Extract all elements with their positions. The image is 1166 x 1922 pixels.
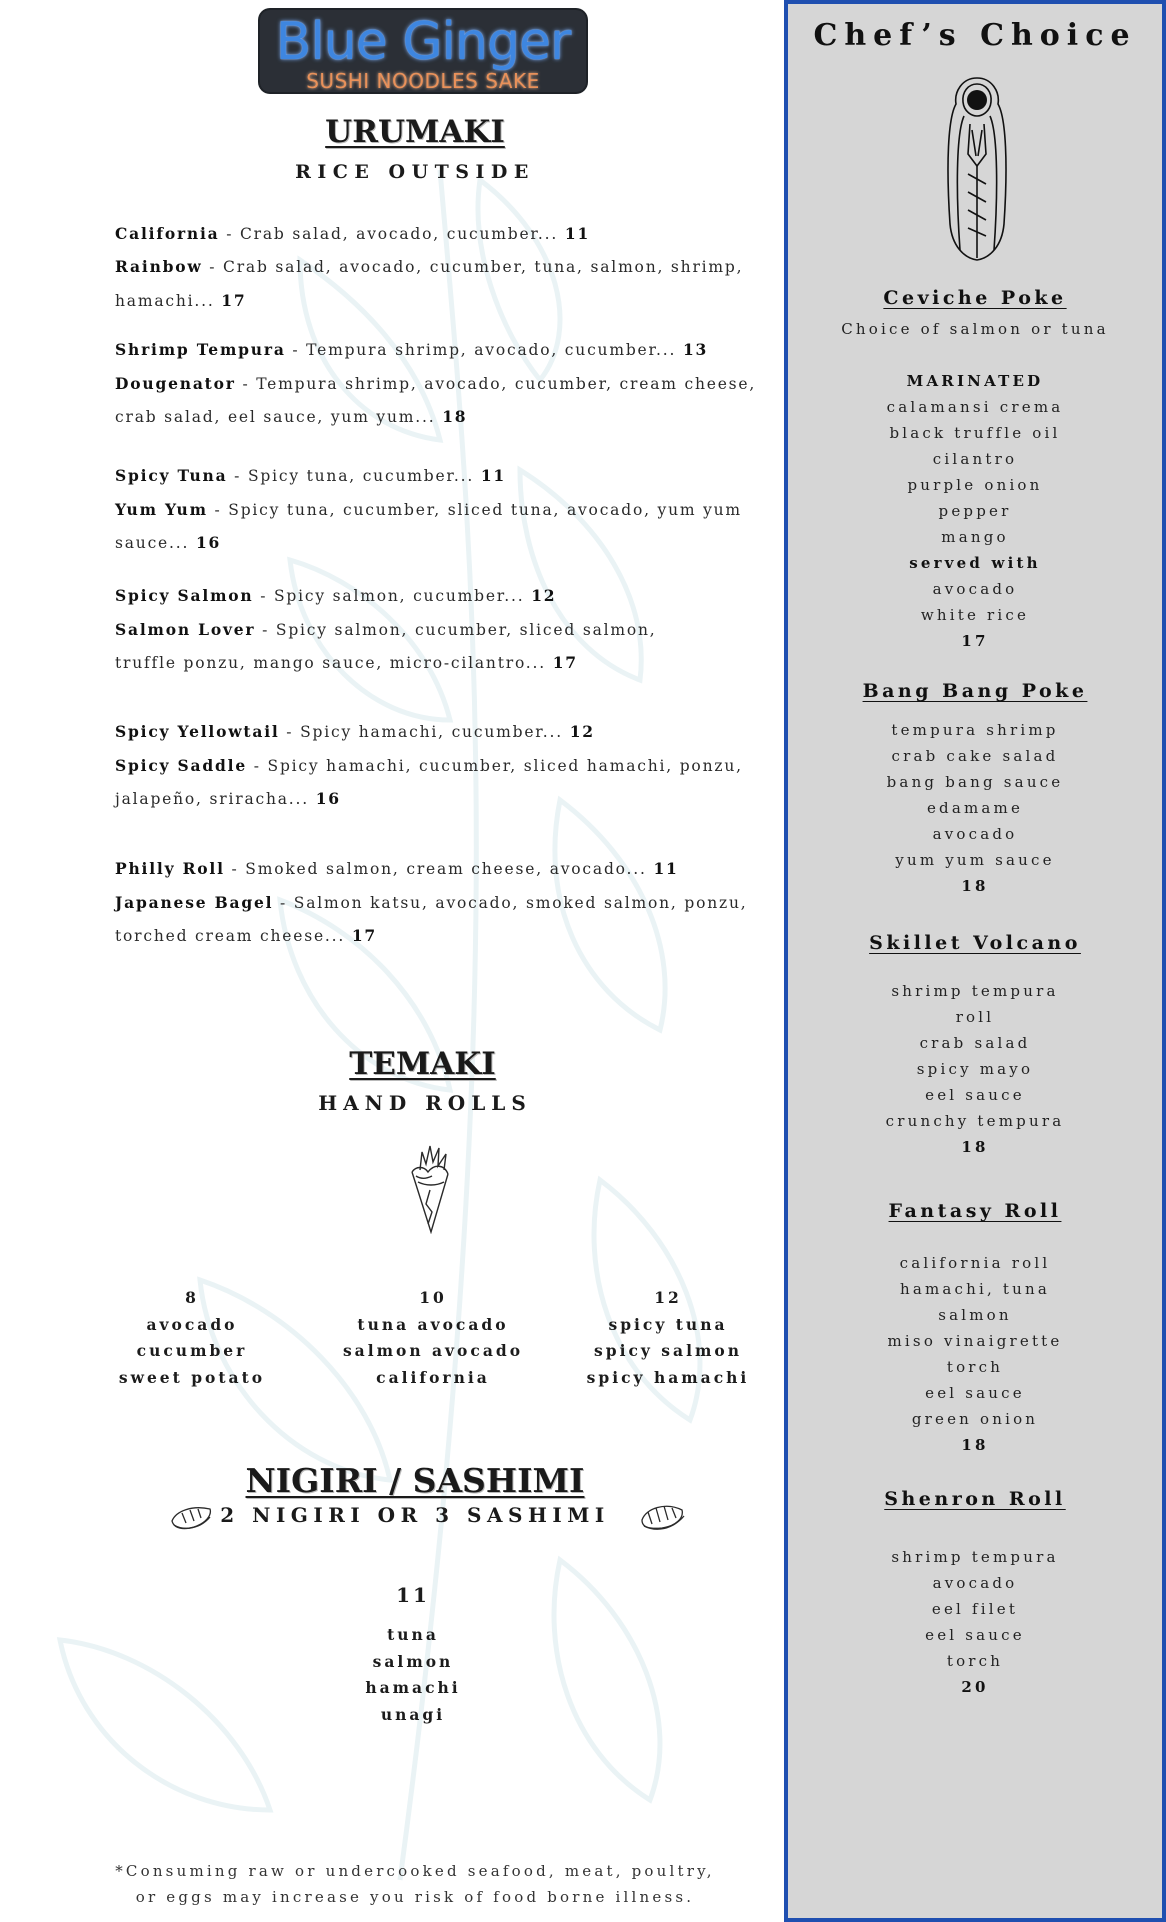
urumaki-line xyxy=(115,465,725,487)
chef-dish-ingredient: yum yum sauce xyxy=(895,851,1055,869)
roll-name: California xyxy=(115,224,220,243)
roll-name: Yum Yum xyxy=(115,500,208,519)
roll-description: hamachi... xyxy=(115,292,222,310)
temaki-item: avocado xyxy=(146,1314,238,1334)
chef-dish-price: 17 xyxy=(961,632,989,650)
roll-description: - Crab salad, avocado, cucumber, tuna, salmon, shrimp, xyxy=(202,258,744,276)
roll-name: Philly Roll xyxy=(115,859,225,878)
roll-name: Spicy Tuna xyxy=(115,466,228,485)
roll-price: 11 xyxy=(653,859,679,878)
chef-dish-ingredient: eel sauce xyxy=(925,1086,1025,1104)
temaki-item: spicy tuna xyxy=(608,1314,728,1334)
chef-dish-ingredient: pepper xyxy=(938,502,1012,520)
roll-description: - Tempura shrimp, avocado, cucumber... xyxy=(285,341,683,359)
nigiri-subtitle: 2 NIGIRI OR 3 SASHIMI xyxy=(220,1503,610,1527)
temaki-item: spicy salmon xyxy=(594,1341,742,1360)
roll-description: torched cream cheese... xyxy=(115,927,352,945)
chef-figure-icon xyxy=(942,74,1012,264)
roll-description: - Smoked salmon, cream cheese, avocado... xyxy=(224,860,654,878)
temaki-item: cucumber xyxy=(136,1341,248,1360)
chef-dish-ingredient: shrimp tempura xyxy=(891,982,1059,1000)
roll-price: 12 xyxy=(531,586,557,605)
chef-dish-ingredient: tempura shrimp xyxy=(891,721,1059,739)
chef-dish-ingredient: hamachi, tuna xyxy=(899,1280,1051,1298)
chef-dish-ingredient: roll xyxy=(955,1008,995,1026)
chef-dish-ingredient: eel filet xyxy=(931,1600,1019,1618)
temaki-price: 10 xyxy=(419,1288,447,1307)
temaki-price: 12 xyxy=(654,1288,682,1307)
chef-dish-title: Shenron Roll xyxy=(884,1488,1066,1510)
roll-description: - Spicy tuna, cucumber, sliced tuna, avocado, yum yum xyxy=(207,501,742,519)
roll-description: - Tempura shrimp, avocado, cucumber, cream cheese, xyxy=(235,375,757,393)
roll-description: truffle ponzu, mango sauce, micro-cilantro... xyxy=(115,654,553,672)
chef-dish-price: 18 xyxy=(961,1138,989,1156)
roll-price: 13 xyxy=(682,340,709,359)
chef-dish-ingredient: bang bang sauce xyxy=(886,773,1064,791)
roll-price: 17 xyxy=(552,653,578,672)
urumaki-line xyxy=(115,858,725,880)
roll-name: Spicy Salmon xyxy=(115,586,254,605)
chef-dish-ingredient: purple onion xyxy=(907,476,1043,494)
urumaki-line xyxy=(115,339,725,361)
urumaki-line xyxy=(115,532,725,554)
chef-dish-ingredient: white rice xyxy=(920,606,1030,624)
temaki-column xyxy=(568,1285,768,1391)
temaki-column xyxy=(92,1285,292,1391)
urumaki-line xyxy=(115,406,725,428)
urumaki-line xyxy=(115,585,725,607)
roll-description: crab salad, eel sauce, yum yum... xyxy=(115,408,443,426)
chef-dish-ingredient: crab salad xyxy=(919,1034,1031,1052)
chef-dish-ingredient: Choice of salmon or tuna xyxy=(841,320,1109,338)
urumaki-line xyxy=(115,755,743,777)
urumaki-subtitle: RICE OUTSIDE xyxy=(295,161,535,183)
chef-dish-price: 18 xyxy=(961,1436,989,1454)
chef-dish-ingredient: green onion xyxy=(911,1410,1039,1428)
footer-warning-line-1: *Consuming raw or undercooked seafood, meat, poultry, xyxy=(115,1862,715,1880)
chef-dish-ingredient: miso vinaigrette xyxy=(887,1332,1063,1350)
nigiri-item: unagi xyxy=(380,1704,446,1724)
chef-dish-ingredient: eel sauce xyxy=(925,1384,1025,1402)
urumaki-title: URUMAKI xyxy=(325,114,505,150)
urumaki-line xyxy=(115,925,725,947)
chef-dish-ingredient: served with xyxy=(909,554,1041,572)
urumaki-line xyxy=(115,721,725,743)
nigiri-item: salmon xyxy=(372,1651,454,1671)
urumaki-line xyxy=(115,373,757,395)
nigiri-left-icon xyxy=(170,1503,214,1531)
chef-dish-ingredient: mango xyxy=(941,528,1009,546)
roll-price: 17 xyxy=(351,926,378,945)
chef-dish-price: 20 xyxy=(961,1678,989,1696)
chef-dish-ingredient: eel sauce xyxy=(925,1626,1025,1644)
temaki-item: sweet potato xyxy=(118,1367,266,1387)
chef-dish-ingredient: avocado xyxy=(932,825,1018,843)
roll-name: Spicy Saddle xyxy=(115,756,248,775)
urumaki-line xyxy=(115,223,725,245)
roll-name: Spicy Yellowtail xyxy=(115,722,280,741)
urumaki-line xyxy=(115,892,748,914)
nigiri-title: NIGIRI / SASHIMI xyxy=(245,1461,585,1500)
roll-price: 17 xyxy=(221,291,247,310)
urumaki-line xyxy=(115,652,725,674)
chef-dish-title: Bang Bang Poke xyxy=(862,680,1088,702)
logo-title: Blue Ginger xyxy=(275,12,571,72)
roll-price: 16 xyxy=(195,533,222,552)
roll-name: Rainbow xyxy=(115,257,203,276)
hand-roll-icon xyxy=(406,1142,456,1234)
chef-dish-ingredient: salmon xyxy=(938,1306,1012,1324)
urumaki-line xyxy=(115,788,725,810)
chef-dish-ingredient: crunchy tempura xyxy=(885,1112,1065,1130)
roll-name: Japanese Bagel xyxy=(115,893,274,912)
roll-price: 16 xyxy=(315,789,341,808)
temaki-item: california xyxy=(376,1367,490,1387)
roll-description: - Spicy salmon, cucumber... xyxy=(253,587,532,605)
chef-dish-ingredient: MARINATED xyxy=(906,372,1044,390)
temaki-column xyxy=(333,1285,533,1391)
nigiri-price: 11 xyxy=(396,1583,430,1607)
temaki-subtitle: HAND ROLLS xyxy=(318,1091,532,1115)
logo-subtitle: SUSHI NOODLES SAKE xyxy=(306,69,540,93)
temaki-price: 8 xyxy=(185,1288,199,1307)
roll-price: 12 xyxy=(569,722,595,741)
roll-description: sauce... xyxy=(115,534,196,552)
temaki-item: salmon avocado xyxy=(342,1341,524,1360)
roll-description: - Crab salad, avocado, cucumber... xyxy=(219,225,565,243)
urumaki-line xyxy=(115,619,725,641)
urumaki-line xyxy=(115,499,742,521)
footer-warning-line-2: or eggs may increase you risk of food borne illness. xyxy=(135,1888,695,1906)
roll-description: - Spicy salmon, cucumber, sliced salmon, xyxy=(255,621,657,639)
temaki-title: TEMAKI xyxy=(349,1046,496,1082)
chef-dish-title: Fantasy Roll xyxy=(888,1200,1062,1222)
chef-dish-ingredient: torch xyxy=(946,1652,1004,1670)
blue-ginger-logo xyxy=(260,10,586,92)
chef-dish-ingredient: california roll xyxy=(899,1254,1051,1272)
nigiri-item: hamachi xyxy=(365,1678,461,1697)
roll-description: - Spicy tuna, cucumber... xyxy=(227,467,481,485)
urumaki-line xyxy=(115,290,725,312)
temaki-item: tuna avocado xyxy=(357,1314,509,1334)
roll-description: - Salmon katsu, avocado, smoked salmon, ponzu, xyxy=(273,894,748,912)
roll-name: Salmon Lover xyxy=(115,620,256,639)
chef-dish-ingredient: edamame xyxy=(926,799,1024,817)
chef-dish-ingredient: calamansi crema xyxy=(886,398,1064,416)
roll-name: Shrimp Tempura xyxy=(115,340,286,359)
chef-dish-ingredient: shrimp tempura xyxy=(891,1548,1059,1566)
chefs-choice-panel xyxy=(784,0,1166,1922)
chef-dish-ingredient: cilantro xyxy=(932,450,1018,468)
chef-dish-ingredient: avocado xyxy=(932,580,1018,598)
temaki-item: spicy hamachi xyxy=(586,1367,750,1387)
chefs-choice-title: Chef’s Choice xyxy=(813,18,1137,53)
chef-dish-ingredient: torch xyxy=(946,1358,1004,1376)
chef-dish-title: Ceviche Poke xyxy=(883,287,1067,309)
roll-price: 11 xyxy=(564,224,591,243)
chef-dish-title: Skillet Volcano xyxy=(869,932,1081,954)
chef-dish-ingredient: spicy mayo xyxy=(916,1060,1034,1078)
chef-dish-ingredient: black truffle oil xyxy=(889,424,1061,442)
nigiri-right-icon xyxy=(638,1500,686,1532)
roll-description: - Spicy hamachi, cucumber... xyxy=(279,723,570,741)
chef-dish-price: 18 xyxy=(961,877,989,895)
roll-description: jalapeño, sriracha... xyxy=(115,790,316,808)
roll-price: 18 xyxy=(442,407,468,426)
roll-description: - Spicy hamachi, cucumber, sliced hamachi, ponzu, xyxy=(247,757,743,775)
roll-price: 11 xyxy=(480,466,507,485)
chef-dish-ingredient: crab cake salad xyxy=(891,747,1059,765)
urumaki-line xyxy=(115,256,744,278)
nigiri-item: tuna xyxy=(387,1625,439,1644)
roll-name: Dougenator xyxy=(115,374,236,393)
chef-dish-ingredient: avocado xyxy=(932,1574,1018,1592)
